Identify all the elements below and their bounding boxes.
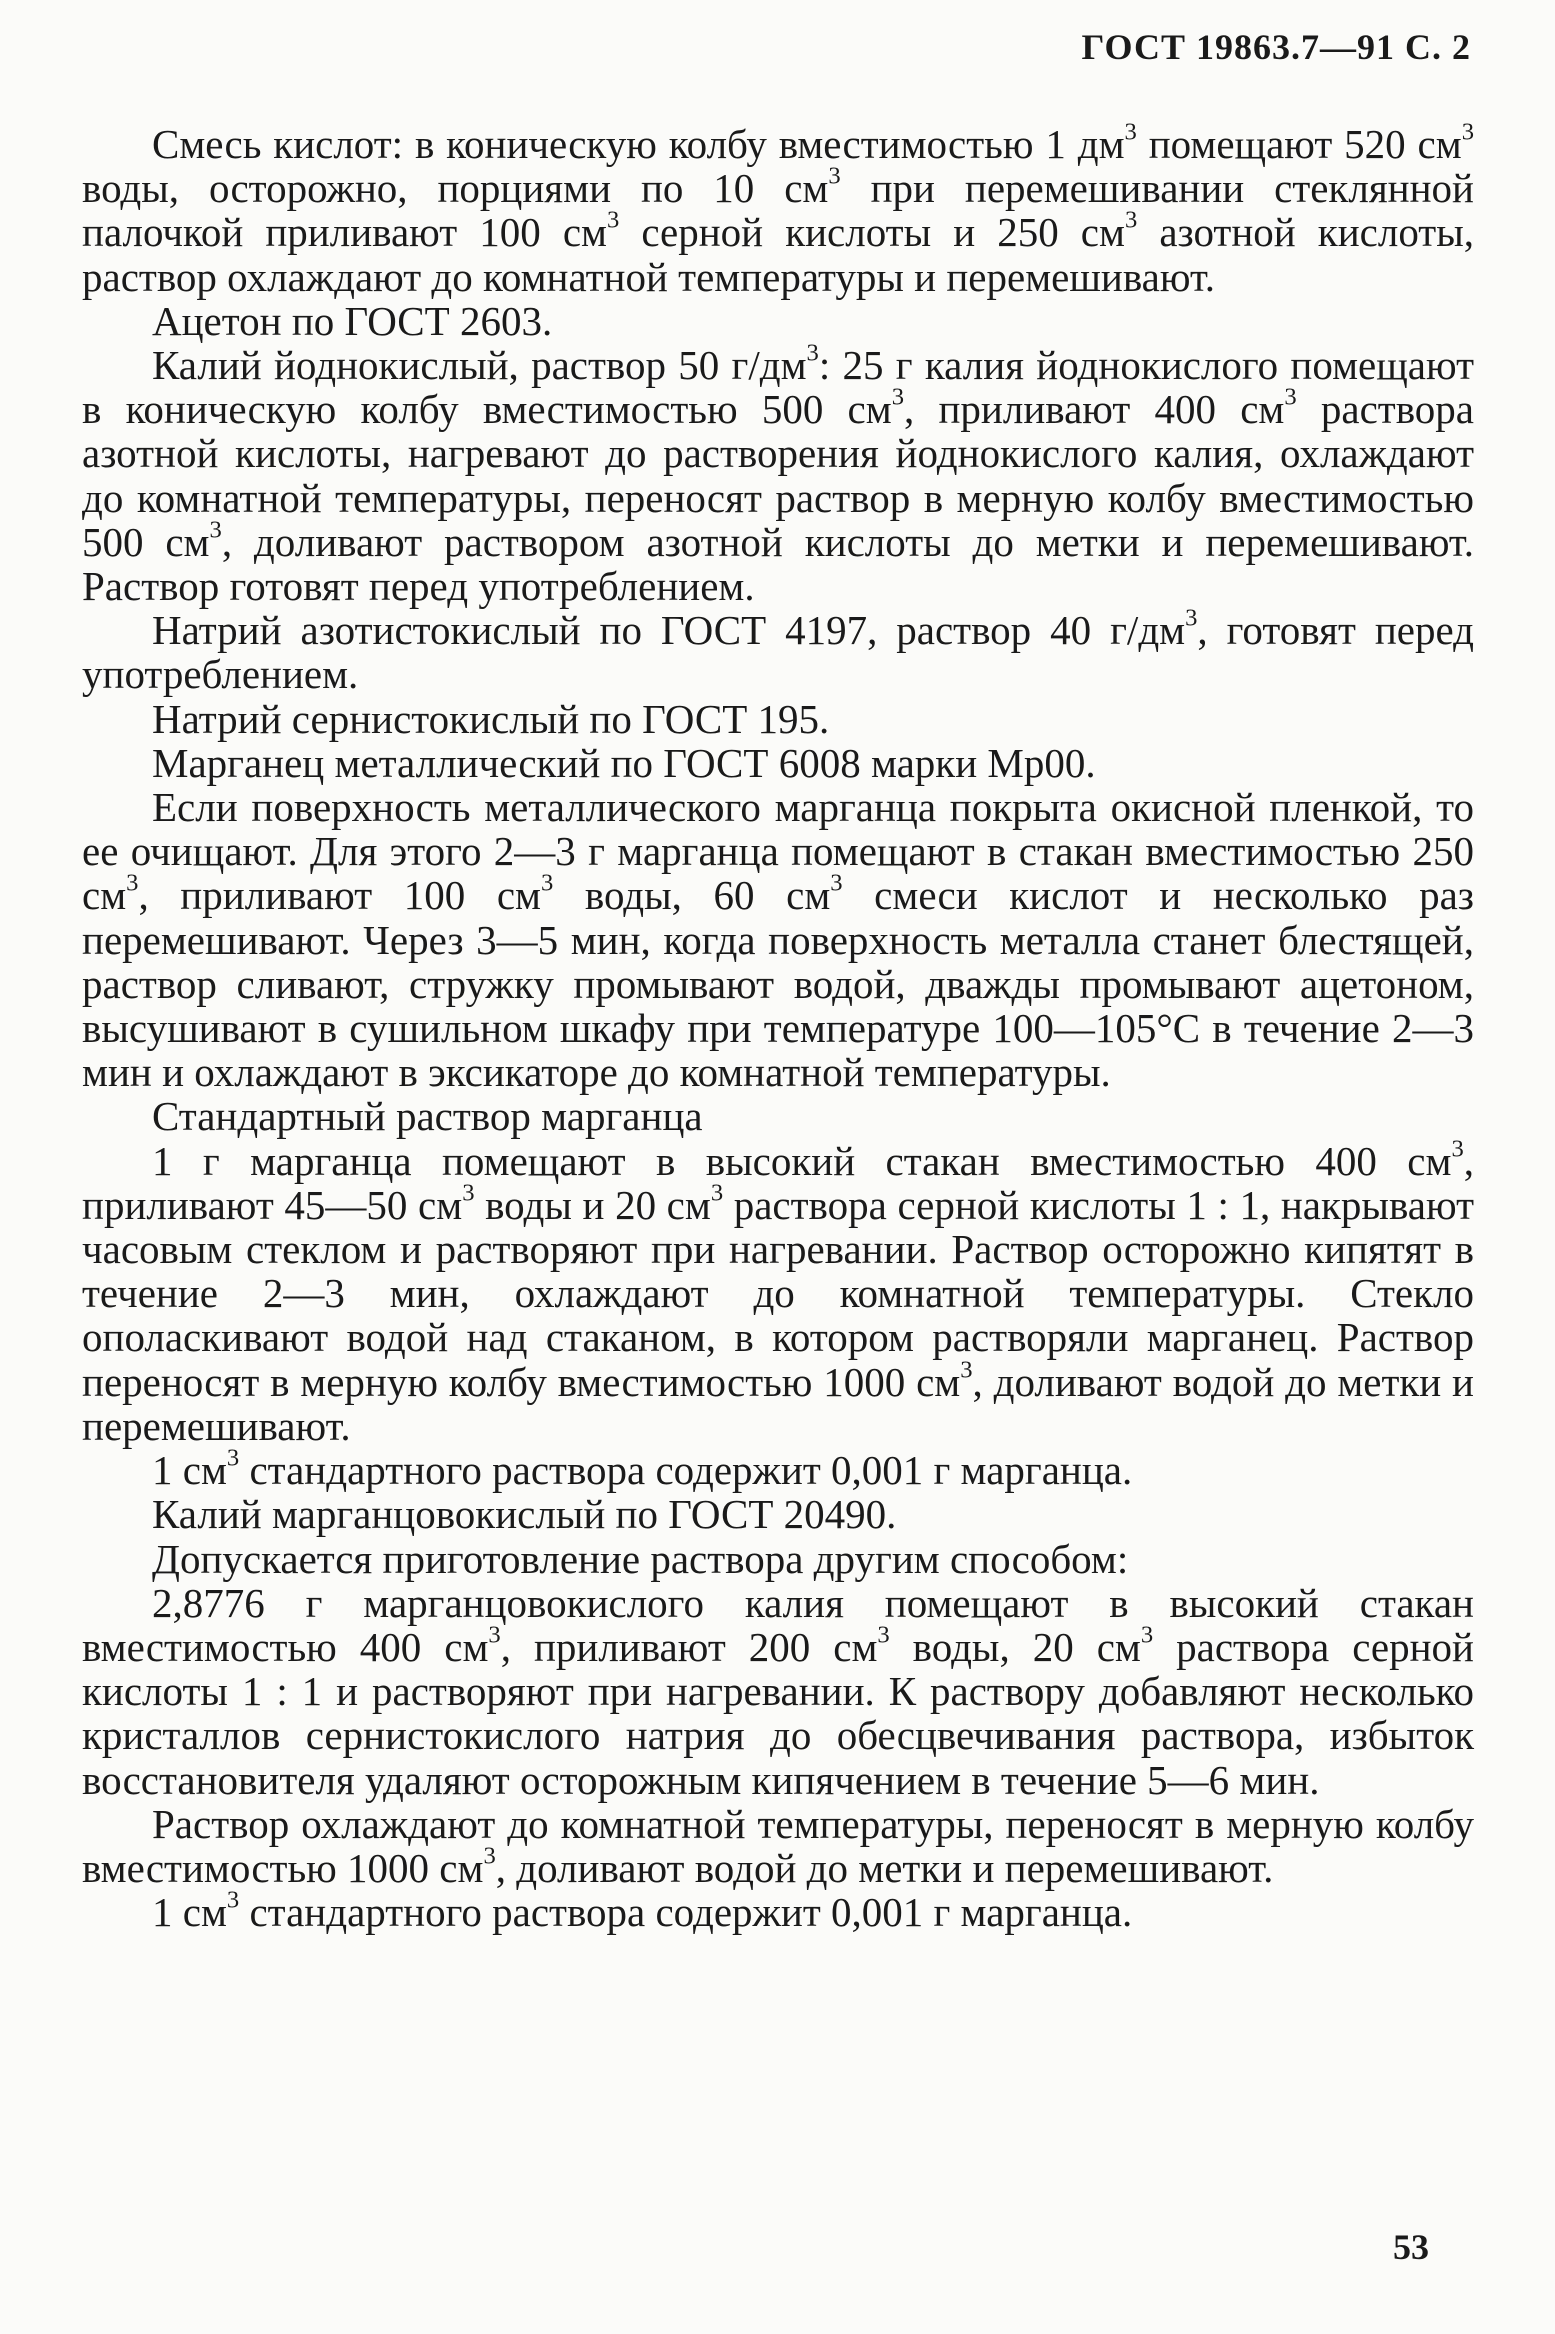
paragraph-concentration-2: 1 $см^3$ стандартного раствора содержит 0,001 г марганца. bbox=[152, 1886, 1133, 1936]
page-number: 53 bbox=[1393, 2227, 1429, 2267]
paragraph-potassium-permanganate: Калий марганцовокислый по ГОСТ 20490. bbox=[152, 1491, 897, 1538]
paragraph-acetone: Ацетон по ГОСТ 2603. bbox=[152, 297, 553, 344]
running-header: ГОСТ 19863.7—91 С. 2 bbox=[1081, 27, 1471, 67]
paragraph-sodium-nitrite: Натрий азотистокислый по ГОСТ 4197, раствор 40 $г/дм^3$, готовят перед употреблением. bbox=[82, 604, 1474, 698]
paragraph-cooling: Раствор охлаждают до комнатной температуры, переносят в мерную колбу вместимостью 1000 $см^3$, доливают водой до метки и перемешивают. bbox=[82, 1800, 1474, 1891]
paragraph-standard-solution-prep: 1 г марганца помещают в высокий стакан вместимостью 400 $см^3$, приливают 45—50 $см^3$ воды и 20 $см^3$ раствора серной кислоты 1 : 1, накрывают часовым стеклом и растворяют при нагревании. Раствор осторожно кипятят в течение 2—3 мин, охлаждают до комнатной температуры. Стекло ополаскивают водой над стаканом, в котором растворяли марганец. Раствор переносят в мерную колбу вместимостью 1000 $см^3$, доливают водой до метки и перемешивают. bbox=[82, 1135, 1474, 1449]
paragraph-acid-mixture: Смесь кислот: в коническую колбу вместимостью 1 $дм^3$ помещают 520 $см^3$ воды, осторожно, порциями по 10 $см^3$ при перемешивании стеклянной палочкой приливают 100 $см^3$ серной кислоты и 250 $см^3$ азотной кислоты, раствор охлаждают до комнатной температуры и перемешивают. bbox=[82, 118, 1475, 300]
paragraph-sodium-sulfite: Натрий сернистокислый по ГОСТ 195. bbox=[152, 695, 830, 742]
body-text bbox=[82, 118, 1475, 1936]
paragraph-concentration-1: 1 $см^3$ стандартного раствора содержит 0,001 г марганца. bbox=[152, 1444, 1133, 1494]
paragraph-alternative-method: Допускается приготовление раствора другим способом: bbox=[152, 1535, 1129, 1582]
paragraph-permanganate-prep: 2,8776 г марганцовокислого калия помещают в высокий стакан вместимостью 400 $см^3$, приливают 200 $см^3$ воды, 20 $см^3$ раствора серной кислоты 1 : 1 и растворяют при нагревании. К раствору добавляют несколько кристаллов сернистокислого натрия до обесцвечивания раствора, избыток восстановителя удаляют осторожным кипячением в течение 5—6 мин. bbox=[82, 1579, 1475, 1803]
paragraph-potassium-iodate: Калий йоднокислый, раствор 50 $г/дм^3$: 25 г калия йоднокислого помещают в коническую колбу вместимостью 500 $см^3$, приливают 400 $см^3$ раствора азотной кислоты, нагревают до растворения йоднокислого калия, охлаждают до комнатной температуры, переносят раствор в мерную колбу вместимостью 500 $см^3$, доливают раствором азотной кислоты до метки и перемешивают. Раствор готовят перед употреблением. bbox=[82, 339, 1475, 610]
paragraph-manganese-cleaning: Если поверхность металлического марганца покрыта окисной пленкой, то ее очищают. Для этого 2—3 г марганца помещают в стакан вместимостью 250 $см^3$, приливают 100 $см^3$ воды, 60 $см^3$ смеси кислот и несколько раз перемешивают. Через 3—5 мин, когда поверхность металла станет блестящей, раствор сливают, стружку промывают водой, дважды промывают ацетоном, высушивают в сушильном шкафу при температуре 100—105°С в течение 2—3 мин и охлаждают в эксикаторе до комнатной температуры. bbox=[82, 784, 1474, 1096]
paragraph-manganese-metal: Марганец металлический по ГОСТ 6008 марки Мр00. bbox=[152, 739, 1096, 786]
paragraph-standard-solution-heading: Стандартный раствор марганца bbox=[152, 1093, 703, 1140]
